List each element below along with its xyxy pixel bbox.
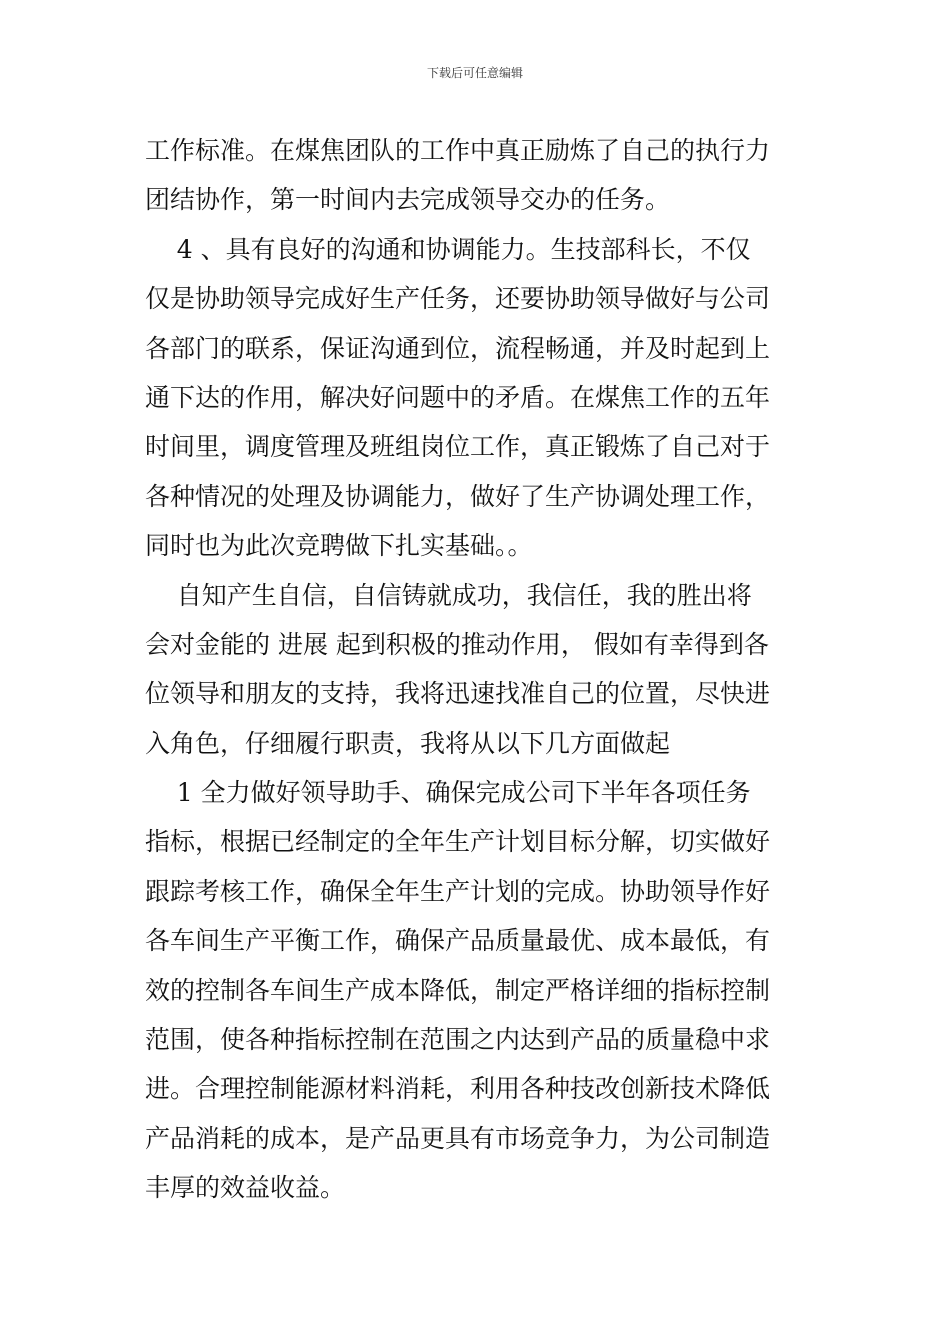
text-line: 指标，根据已经制定的全年生产计划目标分解，切实做好 bbox=[145, 827, 771, 857]
text-line: 时间里，调度管理及班组岗位工作，真正锻炼了自己对于 bbox=[145, 432, 771, 462]
text-line: 各种情况的处理及协调能力，做好了生产协调处理工作， bbox=[145, 481, 771, 511]
text-line: 位领导和朋友的支持，我将迅速找准自己的位置，尽快进 bbox=[145, 679, 771, 709]
text-line: 仅是协助领导完成好生产任务，还要协助领导做好与公司 bbox=[145, 284, 771, 314]
text-line: 会对金能的 进展 起到积极的推动作用， 假如有幸得到各 bbox=[145, 629, 769, 659]
page-header: 下载后可任意编辑 bbox=[426, 66, 523, 80]
text-line: 工作标准。在煤焦团队的工作中真正励炼了自己的执行力 bbox=[145, 136, 771, 165]
text-line: 效的控制各车间生产成本降低，制定严格详细的指标控制 bbox=[145, 975, 771, 1005]
text-line: 同时也为此次竞聘做下扎实基础。。 bbox=[145, 531, 533, 561]
text-line: 丰厚的效益收益。 bbox=[145, 1173, 346, 1203]
text-line: 4 、具有良好的沟通和协调能力。生技部科长，不仅 bbox=[145, 234, 751, 264]
text-line: 1 全力做好领导助手、确保完成公司下半年各项任务 bbox=[145, 778, 751, 808]
text-line: 各部门的联系，保证沟通到位，流程畅通，并及时起到上 bbox=[145, 333, 771, 363]
document-body bbox=[145, 126, 809, 1213]
text-line: 自知产生自信，自信铸就成功，我信任，我的胜出将 bbox=[145, 580, 752, 610]
text-line: 进。合理控制能源材料消耗，利用各种技改创新技术降低 bbox=[145, 1074, 771, 1104]
text-line: 通下达的作用，解决好问题中的矛盾。在煤焦工作的五年 bbox=[145, 382, 771, 412]
text-line: 产品消耗的成本，是产品更具有市场竞争力，为公司制造 bbox=[145, 1123, 771, 1153]
text-line: 范围，使各种指标控制在范围之内达到产品的质量稳中求 bbox=[145, 1025, 771, 1055]
text-line: 团结协作，第一时间内去完成领导交办的任务。 bbox=[145, 185, 671, 215]
text-line: 各车间生产平衡工作，确保产品质量最优、成本最低，有 bbox=[145, 926, 771, 956]
text-line: 入角色，仔细履行职责，我将从以下几方面做起 bbox=[145, 728, 671, 758]
text-line: 跟踪考核工作，确保全年生产计划的完成。协助领导作好 bbox=[145, 876, 771, 906]
